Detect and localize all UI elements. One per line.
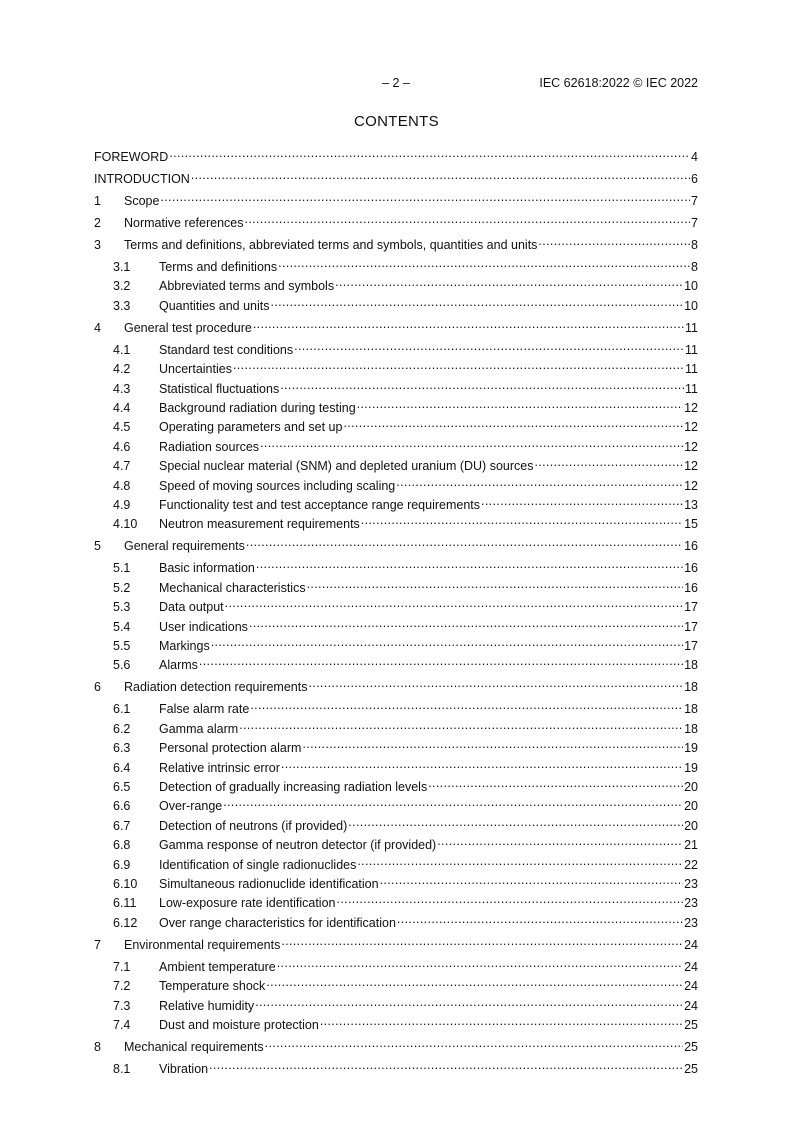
toc-entry-number: 7.4 <box>113 1018 131 1032</box>
toc-entry-number: 5 <box>94 539 101 554</box>
toc-entry[interactable] <box>94 556 698 576</box>
toc-entry-number: 8.1 <box>113 1062 131 1076</box>
toc-entry-page: 24 <box>684 998 698 1013</box>
toc-entry-number: 4.7 <box>113 459 131 474</box>
dot-leader <box>278 255 690 271</box>
dot-leader <box>397 911 683 927</box>
toc-entry-title: General test procedure <box>124 320 252 335</box>
toc-entry-title: Relative intrinsic error <box>159 760 280 775</box>
toc-entry[interactable] <box>94 872 698 891</box>
toc-entry-title: User indications <box>159 619 248 634</box>
toc-entry-page: 13 <box>684 498 698 512</box>
toc-entry-number: 3.3 <box>113 298 131 313</box>
toc-entry-number: 4.3 <box>113 381 131 396</box>
toc-entry-number: 6.6 <box>113 799 131 814</box>
dot-leader <box>260 435 683 451</box>
toc-entry-title: Basic information <box>159 561 255 576</box>
toc-entry[interactable] <box>94 1013 698 1032</box>
toc-entry[interactable] <box>94 933 698 952</box>
toc-entry-number: 6.9 <box>113 857 131 872</box>
dot-leader <box>281 756 683 772</box>
toc-entry-title: Detection of gradually increasing radiation levels <box>159 780 428 794</box>
toc-entry-title: Scope <box>124 194 160 208</box>
dot-leader <box>538 233 690 249</box>
toc-entry-title: Personal protection alarm <box>159 741 302 756</box>
toc-entry-number: 6.4 <box>113 760 131 775</box>
dot-leader <box>239 717 683 733</box>
toc-entry[interactable] <box>94 634 698 653</box>
toc-entry-title: Normative references <box>124 216 244 230</box>
toc-entry-title: Ambient temperature <box>159 959 276 974</box>
dot-leader <box>481 493 683 509</box>
toc-entry-title: Standard test conditions <box>159 342 294 357</box>
toc-entry[interactable] <box>94 435 698 454</box>
toc-entry-number: 1 <box>94 194 101 208</box>
dot-leader <box>302 736 683 752</box>
toc-entry-page: 18 <box>684 702 698 717</box>
toc-entry-title: Relative humidity <box>159 998 255 1013</box>
dot-leader <box>348 814 683 830</box>
dot-leader <box>265 1035 683 1051</box>
dot-leader <box>256 556 683 572</box>
toc-entry-title: Data output <box>159 600 224 615</box>
toc-entry-page: 16 <box>684 580 698 595</box>
toc-entry-page: 20 <box>684 818 698 833</box>
dot-leader <box>308 675 683 691</box>
toc-entry[interactable] <box>94 891 698 911</box>
toc-entry-title: Gamma response of neutron detector (if provided) <box>159 838 437 853</box>
toc-entry[interactable] <box>94 274 698 294</box>
toc-entry[interactable] <box>94 167 698 186</box>
toc-entry-number: 7.3 <box>113 998 131 1013</box>
toc-entry-page: 11 <box>685 342 698 357</box>
toc-entry[interactable] <box>94 454 698 474</box>
toc-entry-number: 7 <box>94 937 101 952</box>
toc-entry-page: 17 <box>684 639 698 653</box>
toc-entry-page: 15 <box>684 517 698 532</box>
toc-entry-title: Alarms <box>159 658 198 673</box>
dot-leader <box>225 595 683 611</box>
dot-leader <box>233 357 684 373</box>
toc-entry[interactable] <box>94 211 698 230</box>
standard-header: IEC 62618:2022 © IEC 2022 <box>539 76 698 90</box>
toc-entry[interactable] <box>94 415 698 435</box>
toc-entry-page: 19 <box>684 741 698 756</box>
toc-entry-number: 6.2 <box>113 721 131 736</box>
toc-entry-title: Identification of single radionuclides <box>159 857 357 872</box>
toc-entry-number: 4.5 <box>113 420 131 435</box>
toc-entry[interactable] <box>94 189 698 208</box>
toc-entry[interactable] <box>94 534 698 554</box>
toc-entry-title: Statistical fluctuations <box>159 381 280 396</box>
toc-entry-title: Terms and definitions, abbreviated terms and symbols, quantities and units <box>124 238 538 252</box>
toc-entry-page: 24 <box>684 959 698 974</box>
toc-entry[interactable] <box>94 675 698 695</box>
toc-entry-title: Environmental requirements <box>124 937 281 952</box>
toc-entry-page: 19 <box>684 760 698 775</box>
toc-entry-page: 24 <box>684 979 698 994</box>
toc-entry-number: 6.3 <box>113 741 131 756</box>
toc-entry-number: 6 <box>94 680 101 695</box>
toc-entry-number: 7.1 <box>113 959 131 974</box>
toc-entry[interactable] <box>94 853 698 872</box>
toc-entry[interactable] <box>94 1035 698 1054</box>
toc-entry[interactable] <box>94 775 698 794</box>
toc-entry-number: 8 <box>94 1040 101 1054</box>
toc-entry-title: Markings <box>159 639 210 653</box>
toc-entry-number: 3.1 <box>113 260 131 274</box>
toc-entry-page: 12 <box>684 420 698 435</box>
toc-entry-number: 4.1 <box>113 342 131 357</box>
toc-entry-page: 11 <box>685 362 698 377</box>
toc-entry-page: 11 <box>685 320 698 335</box>
toc-entry-page: 22 <box>684 857 698 872</box>
toc-entry[interactable] <box>94 377 698 396</box>
dot-leader <box>337 891 684 907</box>
toc-entry-number: 6.8 <box>113 838 131 853</box>
dot-leader <box>396 474 683 490</box>
toc-entry-number: 4.10 <box>113 517 138 532</box>
toc-entry-number: 3.2 <box>113 279 131 294</box>
toc-entry[interactable] <box>94 814 698 833</box>
toc-entry-number: 5.6 <box>113 658 131 673</box>
toc-entry[interactable] <box>94 512 698 532</box>
toc-entry-number: 4.9 <box>113 498 131 512</box>
toc-entry-title: Quantities and units <box>159 298 270 313</box>
toc-entry[interactable] <box>94 833 698 853</box>
dot-leader <box>246 534 683 550</box>
dot-leader <box>437 833 683 849</box>
dot-leader <box>343 415 683 431</box>
toc-entry-page: 21 <box>684 838 698 853</box>
toc-entry-page: 18 <box>684 680 698 695</box>
toc-entry-number: 6.10 <box>113 877 138 891</box>
toc-entry-title: Gamma alarm <box>159 721 239 736</box>
dot-leader <box>250 697 683 713</box>
toc-entry-page: 16 <box>684 539 698 554</box>
toc-entry-page: 25 <box>684 1062 698 1076</box>
toc-entry-number: 5.2 <box>113 580 131 595</box>
toc-entry-title: Uncertainties <box>159 362 232 377</box>
dot-leader <box>160 189 690 205</box>
toc-entry-page: 18 <box>684 658 698 673</box>
toc-entry-title: INTRODUCTION <box>94 172 190 186</box>
toc-entry[interactable] <box>94 794 698 814</box>
dot-leader <box>307 576 684 592</box>
dot-leader <box>380 872 684 888</box>
toc-entry-page: 7 <box>691 216 698 230</box>
dot-leader <box>281 933 683 949</box>
toc-entry-number: 4.6 <box>113 439 131 454</box>
toc-entry-number: 5.1 <box>113 561 131 576</box>
toc-entry-page: 8 <box>691 260 698 274</box>
dot-leader <box>361 512 683 528</box>
dot-leader <box>255 994 683 1010</box>
dot-leader <box>249 615 683 631</box>
toc-entry[interactable] <box>94 974 698 994</box>
toc-entry-title: Functionality test and test acceptance range requirements <box>159 498 481 512</box>
toc-entry[interactable] <box>94 756 698 775</box>
toc-entry-page: 23 <box>684 877 698 891</box>
toc-entry-page: 12 <box>684 459 698 474</box>
toc-entry-page: 10 <box>684 279 698 294</box>
toc-entry-number: 5.4 <box>113 619 131 634</box>
dot-leader <box>357 396 683 412</box>
dot-leader <box>271 294 684 310</box>
dot-leader <box>191 167 690 183</box>
dot-leader <box>253 316 684 332</box>
toc-entry-title: Terms and definitions <box>159 260 278 274</box>
toc-entry-page: 11 <box>685 381 698 396</box>
toc-entry[interactable] <box>94 338 698 357</box>
toc-entry-title: FOREWORD <box>94 150 169 164</box>
toc-entry[interactable] <box>94 697 698 717</box>
dot-leader <box>209 1057 683 1073</box>
toc-entry-number: 4 <box>94 320 101 335</box>
toc-entry[interactable] <box>94 717 698 736</box>
toc-entry-page: 16 <box>684 561 698 576</box>
toc-entry-number: 4.8 <box>113 478 131 493</box>
toc-entry-number: 4.4 <box>113 401 131 415</box>
toc-entry-title: Simultaneous radionuclide identification <box>159 877 379 891</box>
toc-entry[interactable] <box>94 145 698 164</box>
toc-entry-title: Over-range <box>159 799 223 814</box>
toc-entry-title: Special nuclear material (SNM) and depleted uranium (DU) sources <box>159 459 534 474</box>
toc-entry[interactable] <box>94 595 698 615</box>
toc-entry-number: 6.5 <box>113 780 131 794</box>
toc-entry-page: 7 <box>691 194 698 208</box>
toc-entry-page: 12 <box>684 401 698 415</box>
toc-entry[interactable] <box>94 294 698 313</box>
toc-entry-page: 20 <box>684 780 698 794</box>
toc-entry-title: Temperature shock <box>159 979 266 994</box>
toc-entry-page: 24 <box>684 937 698 952</box>
dot-leader <box>266 974 683 990</box>
toc-entry-page: 12 <box>684 439 698 454</box>
dot-leader <box>294 338 684 354</box>
toc-entry-title: General requirements <box>124 539 245 554</box>
dot-leader <box>357 853 683 869</box>
dot-leader <box>534 454 683 470</box>
dot-leader <box>223 794 683 810</box>
toc-entry-page: 25 <box>684 1040 698 1054</box>
toc-entry-number: 6.1 <box>113 702 131 717</box>
toc-entry-page: 25 <box>684 1018 698 1032</box>
dot-leader <box>245 211 691 227</box>
toc-entry-title: Detection of neutrons (if provided) <box>159 818 348 833</box>
toc-entry[interactable] <box>94 615 698 634</box>
toc-entry-title: Speed of moving sources including scaling <box>159 478 396 493</box>
toc-entry[interactable] <box>94 653 698 673</box>
page-number: – 2 – <box>382 76 410 90</box>
toc-entry-title: Mechanical requirements <box>124 1040 264 1054</box>
toc-entry[interactable] <box>94 396 698 415</box>
toc-entry[interactable] <box>94 233 698 252</box>
toc-entry-title: Radiation sources <box>159 439 260 454</box>
dot-leader <box>169 145 690 161</box>
toc-entry-title: Low-exposure rate identification <box>159 896 336 911</box>
toc-entry-page: 18 <box>684 721 698 736</box>
dot-leader <box>280 377 684 393</box>
toc-entry-title: Over range characteristics for identification <box>159 915 396 930</box>
dot-leader <box>335 274 683 290</box>
toc-entry[interactable] <box>94 357 698 377</box>
toc-entry-number: 3 <box>94 238 101 252</box>
toc-entry[interactable] <box>94 576 698 595</box>
toc-entry-page: 17 <box>684 600 698 615</box>
toc-entry[interactable] <box>94 474 698 493</box>
toc-entry-title: Abbreviated terms and symbols <box>159 279 335 294</box>
toc-title: CONTENTS <box>354 113 439 130</box>
toc-entry-page: 17 <box>684 619 698 634</box>
toc-entry-page: 4 <box>691 150 698 164</box>
toc-entry-title: Background radiation during testing <box>159 401 356 415</box>
toc-entry-number: 6.12 <box>113 915 138 930</box>
toc-entry-title: Neutron measurement requirements <box>159 517 360 532</box>
toc-entry-title: Mechanical characteristics <box>159 580 306 595</box>
toc-entry-title: Operating parameters and set up <box>159 420 343 435</box>
dot-leader <box>320 1013 683 1029</box>
dot-leader <box>277 955 683 971</box>
toc-entry-title: Radiation detection requirements <box>124 680 308 695</box>
toc-entry-number: 2 <box>94 216 101 230</box>
toc-entry-title: False alarm rate <box>159 702 250 717</box>
dot-leader <box>428 775 683 791</box>
toc-entry-page: 23 <box>684 915 698 930</box>
toc-entry[interactable] <box>94 994 698 1013</box>
toc-entry-number: 5.3 <box>113 600 131 615</box>
toc-entry-page: 8 <box>691 238 698 252</box>
dot-leader <box>199 653 683 669</box>
toc-entry[interactable] <box>94 316 698 335</box>
toc-entry-page: 20 <box>684 799 698 814</box>
toc-entry-page: 10 <box>684 298 698 313</box>
toc-entry[interactable] <box>94 493 698 512</box>
toc-entry[interactable] <box>94 955 698 974</box>
toc-entry-number: 6.7 <box>113 818 131 833</box>
toc-entry[interactable] <box>94 255 698 274</box>
toc-entry-number: 6.11 <box>113 896 137 911</box>
toc-entry-page: 12 <box>684 478 698 493</box>
toc-entry-number: 4.2 <box>113 362 131 377</box>
dot-leader <box>211 634 683 650</box>
toc-entry-page: 6 <box>691 172 698 186</box>
toc-entry-number: 5.5 <box>113 639 131 653</box>
toc-entry[interactable] <box>94 736 698 756</box>
toc-entry[interactable] <box>94 911 698 930</box>
toc-entry[interactable] <box>94 1057 698 1076</box>
toc-entry-title: Dust and moisture protection <box>159 1018 319 1032</box>
toc-entry-title: Vibration <box>159 1062 209 1076</box>
toc-entry-page: 23 <box>684 896 698 911</box>
toc-entry-number: 7.2 <box>113 979 131 994</box>
